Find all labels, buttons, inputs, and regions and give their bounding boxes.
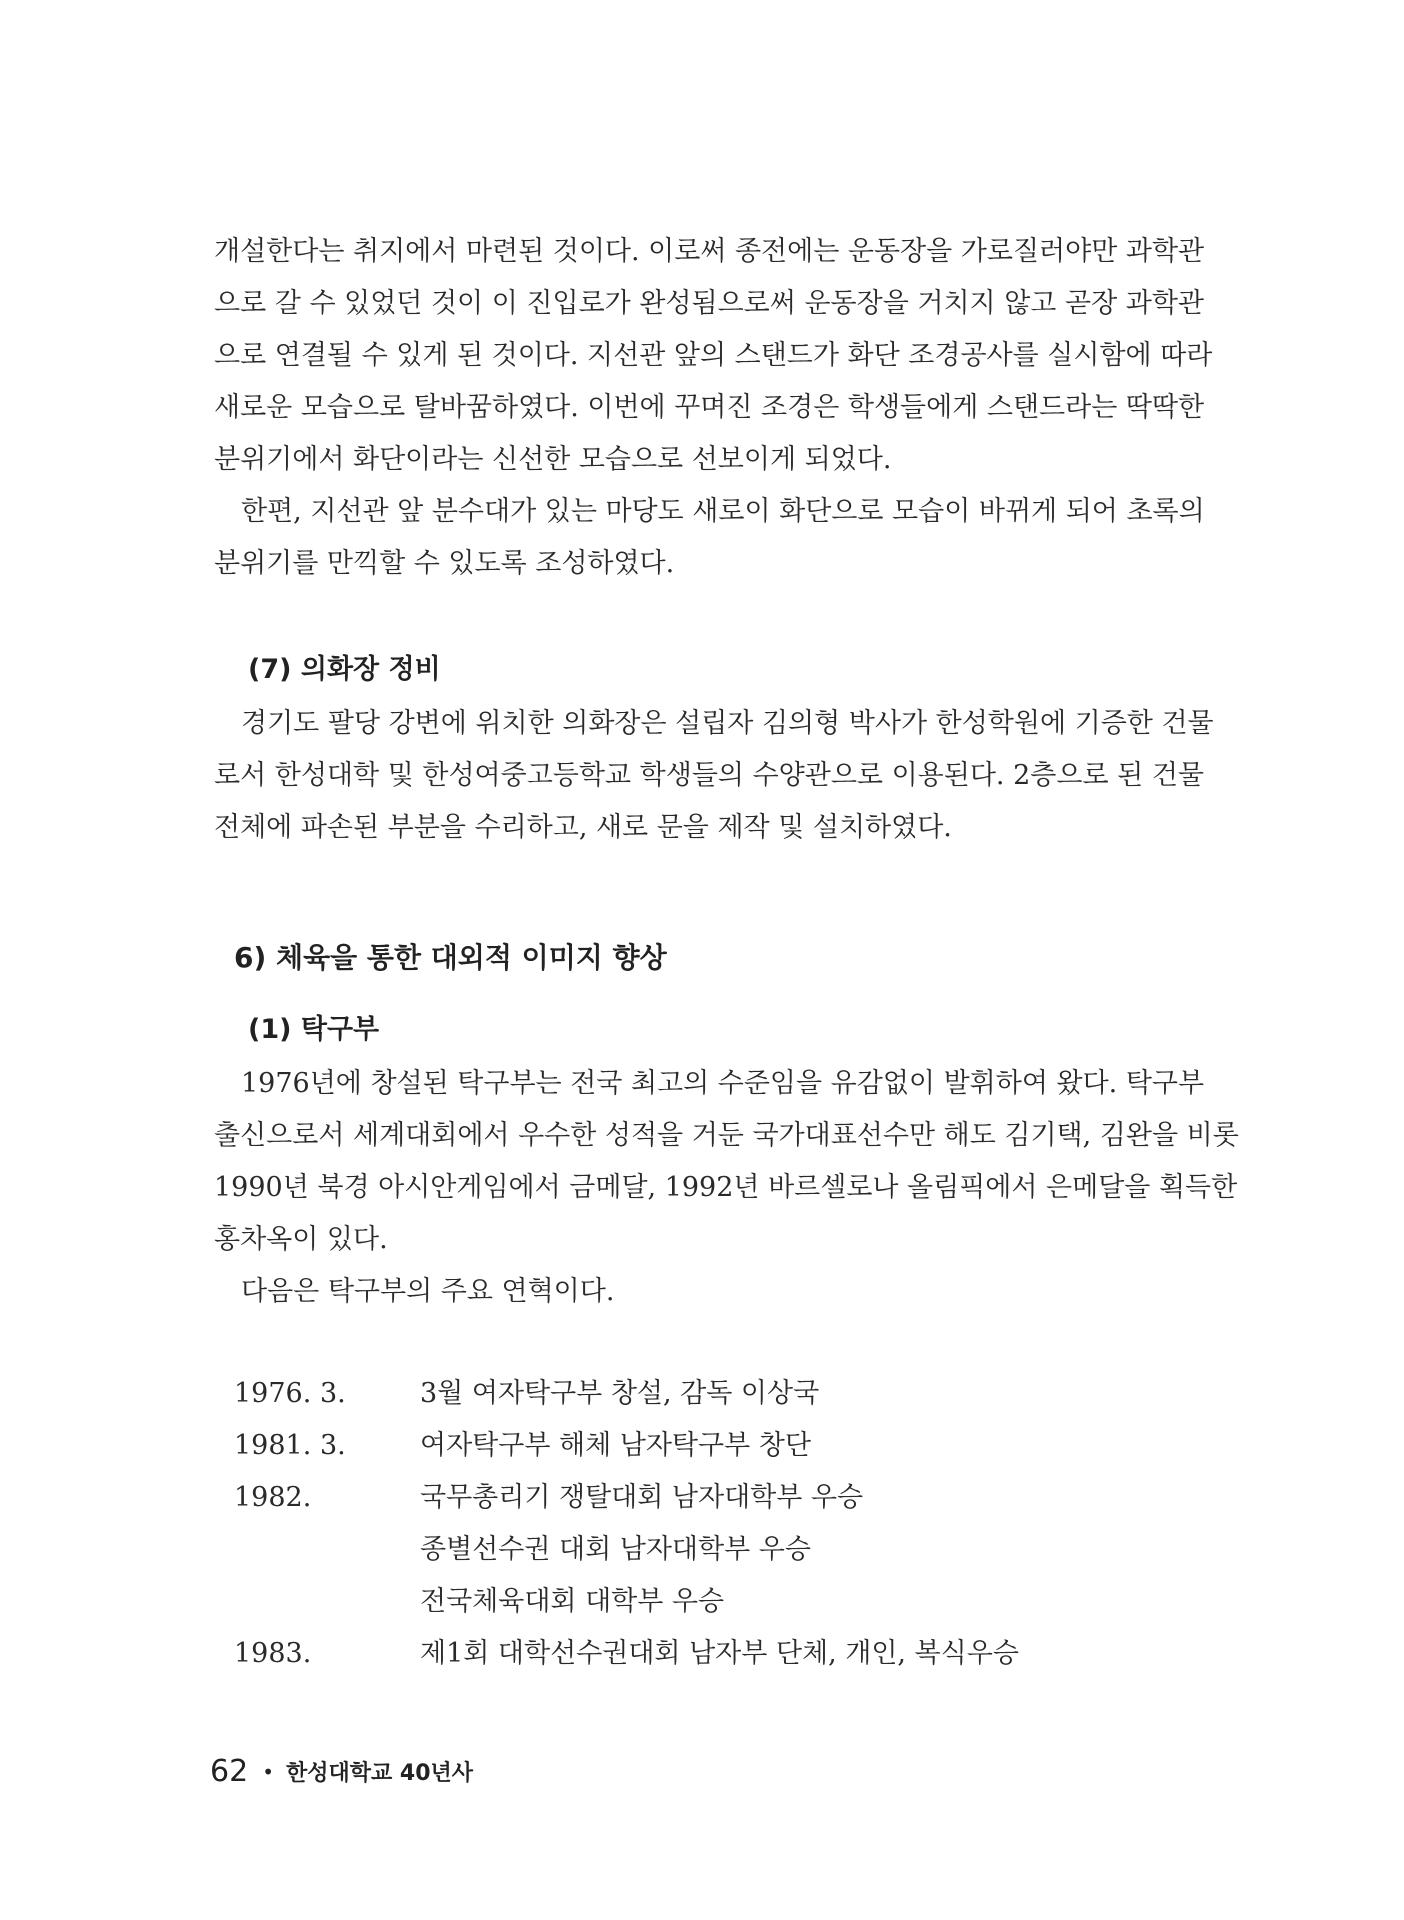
paragraph-2 [214, 486, 1204, 590]
text-line: 출신으로서 세계대회에서 우수한 성적을 거둔 국가대표선수만 해도 김기택, 김완을 비롯 [214, 1120, 1239, 1151]
paragraph-1 [214, 226, 1213, 486]
timeline-row [234, 1628, 1134, 1680]
timeline-row [234, 1368, 1134, 1420]
section-heading-6: 6) 체육을 통한 대외적 이미지 향상 [234, 941, 667, 974]
timeline-event: 전국체육대회 대학부 우승 [420, 1586, 725, 1617]
text-line: 분위기를 만끽할 수 있도록 조성하였다. [214, 548, 675, 579]
timeline-event: 제1회 대학선수권대회 남자부 단체, 개인, 복식우승 [420, 1638, 1019, 1669]
timeline-row [234, 1524, 1134, 1576]
timeline-year: 1981. [234, 1430, 312, 1461]
paragraph-3 [214, 698, 1214, 854]
timeline-year: 1982. [234, 1482, 312, 1513]
subsection-heading-1: (1) 탁구부 [248, 1014, 380, 1045]
text-line: 개설한다는 취지에서 마련된 것이다. 이로써 종전에는 운동장을 가로질러야만 과학관 [214, 236, 1205, 267]
timeline-month: 3. [320, 1430, 346, 1461]
timeline-event: 3월 여자탁구부 창설, 감독 이상국 [420, 1378, 820, 1409]
page-footer [210, 1754, 473, 1789]
timeline-row [234, 1576, 1134, 1628]
bullet-separator: • [262, 1759, 274, 1784]
subsection-heading-7: (7) 의화장 정비 [248, 654, 441, 685]
text-line: 1976년에 창설된 탁구부는 전국 최고의 수준임을 유감없이 발휘하여 왔다. 탁구부 [241, 1068, 1205, 1099]
text-line: 분위기에서 화단이라는 신선한 모습으로 선보이게 되었다. [214, 444, 892, 475]
text-line: 으로 연결될 수 있게 된 것이다. 지선관 앞의 스탠드가 화단 조경공사를 실시함에 따라 [214, 340, 1213, 371]
text-line: 다음은 탁구부의 주요 연혁이다. [241, 1276, 615, 1307]
timeline-month: 3. [320, 1378, 346, 1409]
book-title: 한성대학교 40년사 [285, 1761, 474, 1786]
text-line: 경기도 팔당 강변에 위치한 의화장은 설립자 김의형 박사가 한성학원에 기증한 건물 [241, 708, 1214, 739]
text-line: 전체에 파손된 부분을 수리하고, 새로 문을 제작 및 설치하였다. [214, 812, 952, 843]
text-line: 으로 갈 수 있었던 것이 이 진입로가 완성됨으로써 운동장을 거치지 않고 곧장 과학관 [214, 288, 1204, 319]
timeline-event: 여자탁구부 해체 남자탁구부 창단 [420, 1430, 811, 1461]
timeline-event: 종별선수권 대회 남자대학부 우승 [420, 1534, 811, 1565]
timeline-event: 국무총리기 쟁탈대회 남자대학부 우승 [420, 1482, 864, 1513]
page-number: 62 [210, 1754, 249, 1789]
timeline-year: 1976. [234, 1378, 312, 1409]
text-line: 1990년 북경 아시안게임에서 금메달, 1992년 바르셀로나 올림픽에서 은메달을 획득한 [214, 1172, 1238, 1203]
text-line: 한편, 지선관 앞 분수대가 있는 마당도 새로이 화단으로 모습이 바뀌게 되어 초록의 [241, 496, 1205, 527]
text-line: 새로운 모습으로 탈바꿈하였다. 이번에 꾸며진 조경은 학생들에게 스탠드라는 딱딱한 [214, 392, 1205, 423]
text-line: 로서 한성대학 및 한성여중고등학교 학생들의 수양관으로 이용된다. 2층으로 된 건물 [214, 760, 1204, 791]
timeline-row [234, 1420, 1134, 1472]
paragraph-4 [214, 1058, 1239, 1266]
timeline-year: 1983. [234, 1638, 312, 1669]
text-line: 홍차옥이 있다. [214, 1224, 388, 1255]
history-timeline [234, 1368, 1134, 1680]
paragraph-5 [214, 1266, 1204, 1318]
timeline-row [234, 1472, 1134, 1524]
